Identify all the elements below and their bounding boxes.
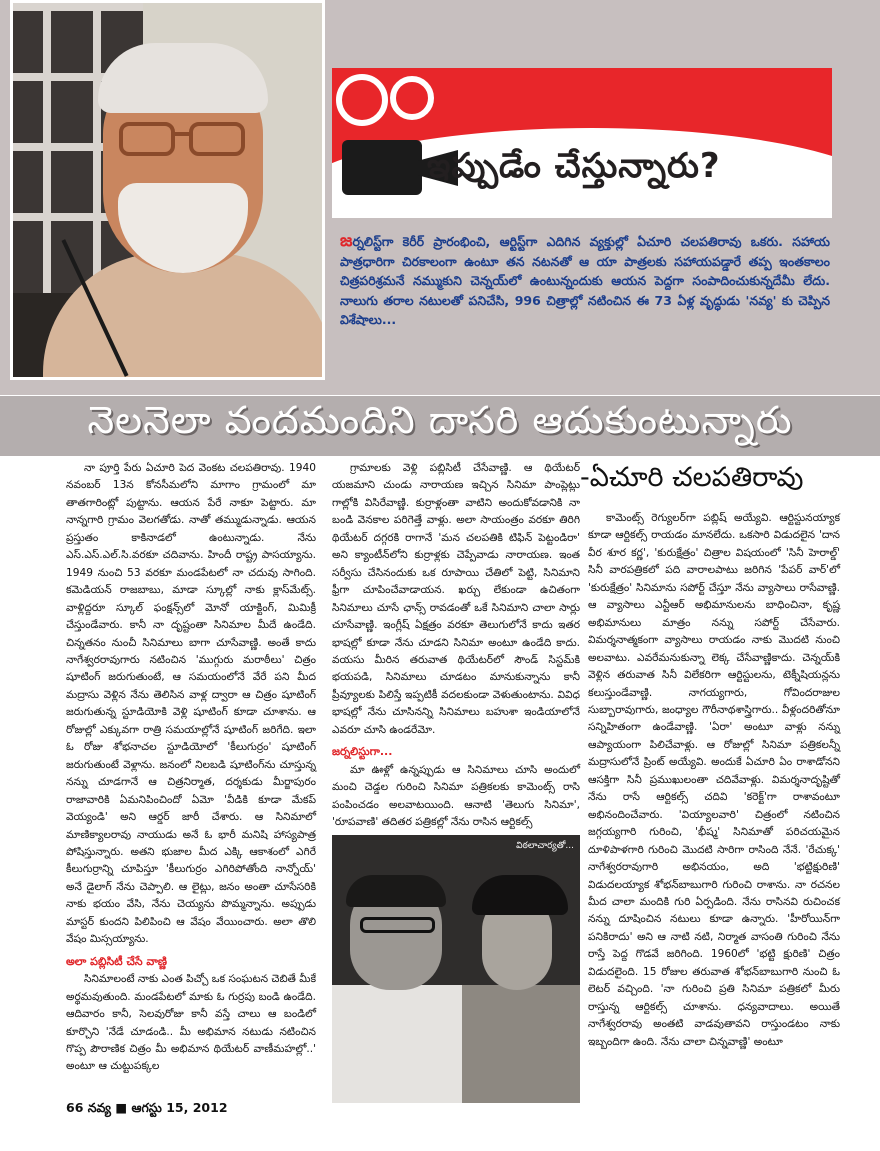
- intro-text: ర్నలిస్ట్‌గా కెరీర్ ప్రారంభించి, ఆర్టిస్ట్‌గా ఎదిగిన వ్యక్తుల్లో ఏచూరి చలపతిరావు ఒకరు. సహాయ పాత్రధారిగా చిరకాలంగా ఉంటూ తన నటనతో ఆ యా పాత్రలకు సహాయపడ్డారే తప్ప ఇంతకాలం చిత్రపరిశ్రమనే నమ్ముకుని చెన్నయ్‌లో ఉంటున్నందుకు ఆయన పెద్దగా సంపాదించుకున్నదేమీ లేదు. నాలుగు తరాల నటులతో పనిచేసి, 996 చిత్రాల్లో నటించిన ఈ 73 ఏళ్ల వృద్ధుడు 'నవ్య' కు చెప్పిన విశేషాలు...: [340, 234, 830, 327]
- camera-icon: [342, 140, 422, 195]
- film-reel-icon: [390, 76, 434, 120]
- intro-paragraph: [340, 232, 830, 382]
- portrait-photo: [10, 0, 325, 380]
- film-reel-icon: [336, 74, 388, 126]
- column1-paragraph-1: నా పూర్తి పేరు ఏచూరి పెద వెంకట చలపతిరావు. 1940 నవంబర్ 13న కోనసీమలోని మాగాం గ్రామంలో మా తాతగారింట్లో పుట్టాను. ఆయన పేరే నాకూ పెట్టారు. మా నాన్నగారి గ్రామం వెలగతోడు. నాతో తమ్ముడున్నాడు. ఆయన ప్రస్తుతం కాకినాడలో ఉంటున్నాడు. నేను ఎస్.ఎస్.ఎల్.సి.వరకూ చదివాను. హిందీ రాష్ట్ర పాసయ్యాను. 1949 నుంచి 53 వరకూ మండపేటలో నా చదువు సాగింది. కమెడియన్ రాజబాబు, మాడా స్కూల్లో నాకు క్లాస్‌మేట్స్. వాళ్లిద్దరూ స్కూల్ ఫంక్షన్స్‌లో మోనో యాక్టింగ్, మిమిక్రీ చేస్తుండేవారు. కానీ నా దృష్టంతా సినిమాల మీదే ఉండేది. చిన్నతనం నుంచీ సినిమాలు బాగా చూసేవాణ్ణి. అంతే కాదు నాగేశ్వరరావుగారు నటించిన 'ముగ్గురు మరాఠీలు' చిత్రం షూటింగ్ జరుగుతుంటే, ఆ సమయంలోనే వేరే పని మీద మద్రాసు వెళ్లిన నేను తెలిసిన వాళ్ల ద్వారా ఆ చిత్రం షూటింగ్ జరుగుతున్న స్టూడియోకి వెళ్లి షూటింగ్ కూడా చూశాను. ఆ రోజుల్లో ఎక్కువగా రాత్రి సమయాల్లోనే షూటింగ్ జరిగేది. ఇలా ఓ రోజు శోభనాచల స్టూడియోలో 'కీలుగుర్రం' షూటింగ్ జరుగుతుంటే వెళ్లాను. జనంలో నిలబడి షూటింగ్‌ను చూస్తున్న నన్ను చూడగానే ఆ చిత్రనిర్మాత, దర్శకుడు మీర్జాపురం రాజావారికి ఏమనిపించిందో ఏమో 'వీడికి కూడా మేకప్ వెయ్యండి' అని ఆర్డర్ జారీ చేశారు. ఆ సినిమాలో మాణిక్యాలరావు నాయుడు అనే ఓ భారీ మనిషి హాస్యపాత్ర పోషిస్తున్నారు. అతని భుజాల మీద ఎక్కి ఆకాశంలో ఎగిరే కీలుగుర్రాన్ని చూపిస్తూ 'కీలుగుర్రం ఎగిరిపోతోంది నాన్నోయ్' అనే డైలాగ్ నేను చెప్పాలి. ఆ లైట్లు, జనం అంతా చూసేసరికి నాకు భయం వేసి, నేను చెయ్యను పొమ్మన్నాను. అప్పుడు మాస్టర్ కుందని పిలిపించి ఆ వేషం వేయించారు. అలా తొలి వేషం మిస్సయ్యాను.: [66, 462, 316, 946]
- glasses-shape: [113, 118, 253, 158]
- article-column-2: [332, 460, 580, 840]
- page-footer: 66 నవ్య ■ ఆగస్టు 15, 2012: [66, 1100, 228, 1115]
- author-byline: -ఏచూరి చలపతిరావు: [580, 462, 804, 493]
- article-column-1: [66, 460, 316, 1100]
- subheading-publicity: అలా పబ్లిసిటీ చేసే వాణ్ణి: [66, 954, 168, 968]
- section-banner: [332, 68, 832, 218]
- subheading-journalist: జర్నలిస్టుగా...: [332, 745, 393, 759]
- photo-caption: విఠలాచార్యతో...: [516, 841, 574, 851]
- column2-paragraph-1: గ్రామాలకు వెళ్లి పబ్లిసిటీ చేసేవాణ్ణి. ఆ థియేటర్ యజమాని చుండు నారాయణ ఇచ్చిన సినిమా పాంప్లెట్లు గాల్లోకి విసిరేవాణ్ణి. కుర్రాళ్లంతా వాటిని అందుకోవడానికి నా బండి వెనకాల పరిగెత్తే వాళ్లు. అలా సాయంత్రం వరకూ తిరిగి థియేటర్ దగ్గరకి రాగానే 'మన చలపతికి టిఫిన్ పెట్టండిరా' అని క్యాంటీన్‌లోని కుర్రాళ్లకు చెప్పేవాడు నారాయణ. ఇంత సర్వీసు చేసినందుకు ఒక రూపాయి చేతిలో పెట్టి, సినిమాని ఫ్రీగా చూపించేవాడాయన. ఖర్చు లేకుండా ఉచితంగా సినిమాలు చూసే ఛాన్స్ రావడంతో ఒకే సినిమాని చాలా సార్లు చూసేవాణ్ణి. ఇంగ్లీష్ ఏక్షత్రం వరకూ తెలుగులోనే కాదు ఇతర భాషల్లో కూడా నేను చూడని సినిమా అంటూ ఉండేది కాదు. వయసు మీరిన తరువాత థియేటర్‌లో సౌండ్ సిస్టమ్‌కి భయపడి, సినిమాలు చూడటం మానుకున్నాను కానీ ప్రీవ్యూలకు పిలిస్తే ఇప్పటికీ వదలకుండా వెళుతుంటాను. వివిధ భాషల్లో నేను చూసినన్ని సినిమాలు బహుశా ఇండియాలోనే ఎవరూ చూసి ఉండరేమో.: [332, 462, 580, 736]
- column2-paragraph-2: మా ఊళ్లో ఉన్నప్పుడు ఆ సినిమాలు చూసి అందులో మంచి చెడ్డల గురించి సినిమా పత్రికలకు కామెంట్స్ రాసి పంపించడం అలవాటయింది. ఆనాటి 'తెలుగు సినిమా', 'రూపవాణి' తదితర పత్రికల్లో నేను రాసిన ఆర్టికల్స్: [332, 763, 580, 829]
- column3-paragraph-1: కామెంట్స్ రెగ్యులర్‌గా పబ్లిష్ అయ్యేవి. ఆర్టిస్టునయ్యాక కూడా ఆర్టికల్స్ రాయడం మానలేదు. ఒకసారి విడుదలైన 'దాన వీర శూర కర్ణ', 'కురుక్షేత్రం' చిత్రాల విషయంలో 'సినీ హెరాల్డ్' సినీ వారపత్రికలో పది వారాలపాటు జరిగిన 'పేపర్ వార్'లో 'కురుక్షేత్రం' సినిమాను సపోర్ట్ చేస్తూ నేను వ్యాసాలు రాసేవాణ్ణి. ఆ వ్యాసాలు ఎన్టీఆర్ అభిమానులను బాధించినా, కృష్ణ అభిమానులు మాత్రం నన్ను సపోర్ట్ చేసేవారు. విమర్శనాత్మకంగా వ్యాసాలు రాయడం నాకు మొదటి నుంచి అలవాటు. ఎవరేమనుకున్నా లెక్క చేసేవాణ్ణికాదు. చెన్నయ్‌కి వెళ్లిన తరువాత సినీ విలేకరిగా ఆర్టిస్టులను, టెక్నీషియన్లను కలుస్తుండేవాణ్ణి. నాగయ్యగారు, గోవిందరాజుల సుబ్బారావుగారు, జంధ్యాల గౌరీనాథశాస్త్రిగారు.. వీళ్లందరితోనూ సన్నిహితంగా ఉండేవాణ్ణి. 'ఏరా' అంటూ వాళ్లు నన్ను ఆప్యాయంగా పిలిచేవాళ్లు. ఆ రోజుల్లో సినిమా పత్రికలన్నీ మద్రాసులోనే ప్రింట్ అయ్యేవి. అందుకే ఏచూరి ఏం రాశాడోనని ఆసక్తిగా సినీ ప్రముఖులంతా చదివేవాళ్లు. విమర్శనాదృష్టితో నేను రాసే ఆర్టికల్స్ చదివి 'కరెక్ట్'గా రాశావంటూ అభినందించేవారు. 'వియ్యాలవారి' చిత్రంలో నటించిన జగ్గయ్యగారి గురించి, 'భీష్మ' సినిమాతో పరిచయమైన దూళిపాళగారి గురించి మొదటి సారిగా రాసింది నేనే. 'రేచుక్క' నాగేశ్వరరావుగారి అభినయం, అది 'భట్టిక్షురిణి' విడుదలయ్యాక శోభన్‌బాబుగారి గురించి రాశాను. నా రచనల మీద చాలా మందికి గురి ఏర్పడింది. నేను రాసినవి రుచించక నన్ను దూషించిన నటులు కూడా ఉన్నారు. 'హీరోయిన్‌గా పనికిరాదు' అని ఆ నాటి నటి, నిర్మాత వాసంతి గురించి నేను రాస్తే పెద్ద గొడవే జరిగింది. 1960లో 'భట్టి క్షురిణి' చిత్రం విడుదలైంది. 15 రోజుల తరువాత శోభన్‌బాబుగారి నుంచి ఓ లెటర్ వచ్చింది. 'నా గురించి ప్రతి సినిమా పత్రికలో మీరు రాస్తున్న ఆర్టికల్స్ చూశాను. ధన్యవాదాలు. అయితే నాగేశ్వరరావు అంతటి వాడవుతావని రాస్తుండటం నాకు ఇబ్బందిగా ఉంది. నేను చాలా చిన్నవాణ్ణి' అంటూ: [588, 512, 840, 1048]
- banner-title: ఇప్పుడేం చేస్తున్నారు?: [427, 146, 721, 186]
- article-headline: నెలనెలా వందమందిని దాసరి ఆదుకుంటున్నారు: [87, 398, 793, 442]
- article-column-3: [588, 510, 840, 1100]
- intro-drop-cap: జ: [340, 231, 353, 251]
- column1-paragraph-2: సినిమాలంటే నాకు ఎంత పిచ్చో ఒక సంఘటన చెబితే మీకే అర్థమవుతుంది. మండపేటలో మాకు ఓ గుర్రపు బండి ఉండేది. ఆదివారం కానీ, సెలవురోజు కానీ వస్తే చాలు ఆ బండిలో కూర్చొని 'నేడే చూడండి.. మీ అభిమాన నటుడు నటించిన గొప్ప పౌరాణిక చిత్రం మీ అభిమాన థియేటర్ వాణీమహల్లో..' అంటూ ఆ చుట్టుపక్కల: [66, 973, 317, 1073]
- vithalacharya-photo: [332, 835, 580, 1103]
